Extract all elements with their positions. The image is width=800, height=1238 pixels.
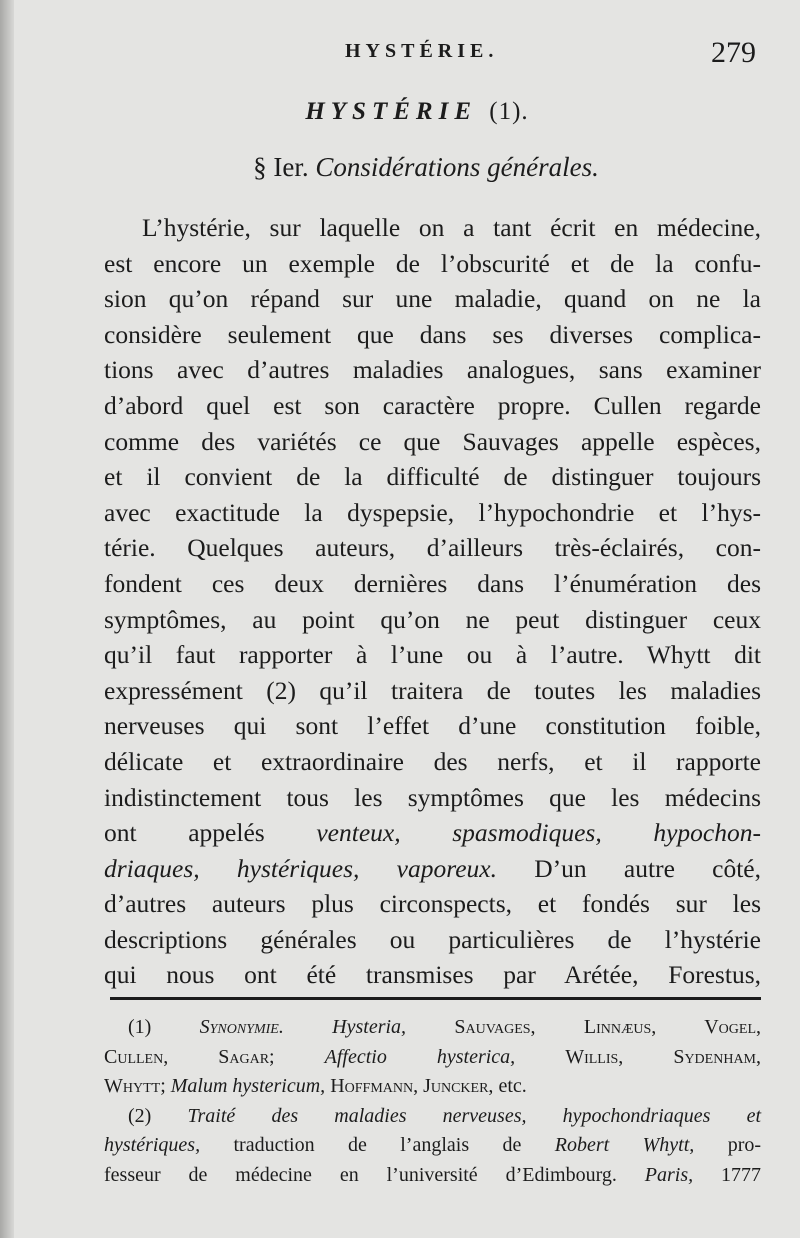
italic-run: Hysteria, xyxy=(332,1016,407,1038)
author-names: Cullen, Sagar; xyxy=(104,1045,275,1068)
author-names: Willis, Sydenham, xyxy=(565,1045,761,1068)
text-line: considère seulement que dans ses diverses complica- xyxy=(104,319,761,349)
text-line: qu’il faut rapporter à l’une ou à l’autre. Whytt dit xyxy=(104,640,761,670)
italic-run: hystériques, xyxy=(104,1134,201,1156)
section-marker: § Ier. xyxy=(253,152,309,182)
page-number: 279 xyxy=(711,36,756,69)
footnote-1-line xyxy=(104,1072,761,1102)
body-paragraph xyxy=(104,210,761,993)
italic-run: Paris, xyxy=(644,1163,694,1186)
running-title: HYSTÉRIE. xyxy=(345,40,499,62)
footnote-1-line xyxy=(104,1043,761,1073)
running-head xyxy=(0,36,800,70)
footnotes xyxy=(104,1013,761,1190)
footnote-number: (2) xyxy=(128,1104,152,1127)
text-line: délicate et extraordinaire des nerfs, et il rapporte xyxy=(104,746,761,776)
text-line: tions avec d’autres maladies analogues, sans examiner xyxy=(104,355,761,385)
footnote-2-line xyxy=(104,1161,761,1191)
text-line-mixed xyxy=(104,851,761,887)
text-line: fondent ces deux dernières dans l’énumération des xyxy=(104,568,761,598)
text-line: térie. Quelques auteurs, d’ailleurs très-éclairés, con- xyxy=(104,533,761,563)
footnote-rule xyxy=(110,997,761,1000)
text-line: est encore un exemple de l’obscurité et de la confu- xyxy=(104,248,761,278)
text-line: symptômes, au point qu’on ne peut distinguer ceux xyxy=(104,604,761,634)
page-edge-shadow xyxy=(0,0,14,1238)
text-run: fesseur de médecine en l’université d’Edimbourg. xyxy=(104,1163,617,1186)
text-line-mixed xyxy=(104,815,761,851)
text-run: D’un autre côté, xyxy=(496,853,761,883)
italic-run: driaques, hystériques, vaporeux. xyxy=(104,853,497,883)
footnote-1-line xyxy=(104,1013,761,1043)
text-line: indistinctement tous les symptômes que les médecins xyxy=(104,782,761,812)
italic-run: Affectio hysterica, xyxy=(324,1045,516,1068)
text-line: nerveuses qui sont l’effet d’une constitution foible, xyxy=(104,711,761,741)
chapter-title xyxy=(0,98,800,126)
chapter-note-ref: (1). xyxy=(489,98,529,125)
italic-run: Traité des maladies nerveuses, hypochondriaques et xyxy=(187,1104,762,1127)
author-names: Whytt; xyxy=(104,1075,166,1097)
italic-run: venteux, spasmodiques, hypochon- xyxy=(316,818,761,848)
chapter-title-text: HYSTÉRIE xyxy=(305,98,477,125)
text-run: pro- xyxy=(727,1134,762,1156)
italic-run: Malum hystericum, xyxy=(170,1075,326,1097)
text-line: descriptions générales ou particulières de l’hystérie xyxy=(104,924,761,954)
footnote-2-line xyxy=(104,1102,761,1132)
section-title-text: Considérations générales. xyxy=(315,152,599,182)
author-names: Sauvages, Linnæus, Vogel, xyxy=(454,1016,761,1038)
footnote-number: (1) xyxy=(128,1016,152,1038)
text-run: 1777 xyxy=(721,1163,762,1186)
text-run: traduction de l’anglais de xyxy=(233,1134,522,1156)
text-line: avec exactitude la dyspepsie, l’hypochondrie et l’hys- xyxy=(104,497,761,527)
text-line: d’autres auteurs plus circonspects, et fondés sur les xyxy=(104,889,761,919)
text-run: etc. xyxy=(498,1075,527,1097)
author-names: Hoffmann, Juncker, xyxy=(330,1075,494,1097)
footnote-2-line xyxy=(104,1131,761,1161)
text-line: comme des variétés ce que Sauvages appelle espèces, xyxy=(104,426,761,456)
text-run: ont appelés xyxy=(104,818,317,848)
italic-run: Robert Whytt, xyxy=(554,1134,695,1156)
text-line: L’hystérie, sur laquelle on a tant écrit en médecine, xyxy=(142,213,761,242)
text-line: sion qu’on répand sur une maladie, quand on ne la xyxy=(104,284,761,314)
section-title xyxy=(0,152,800,183)
text-line: et il convient de la difficulté de distinguer toujours xyxy=(104,462,761,492)
text-line: qui nous ont été transmises par Arétée, Forestus, xyxy=(104,960,761,990)
text-line: expressément (2) qu’il traitera de toutes les maladies xyxy=(104,675,761,705)
footnote-label: Synonymie. xyxy=(199,1016,284,1038)
text-line: d’abord quel est son caractère propre. Cullen regarde xyxy=(104,390,761,420)
